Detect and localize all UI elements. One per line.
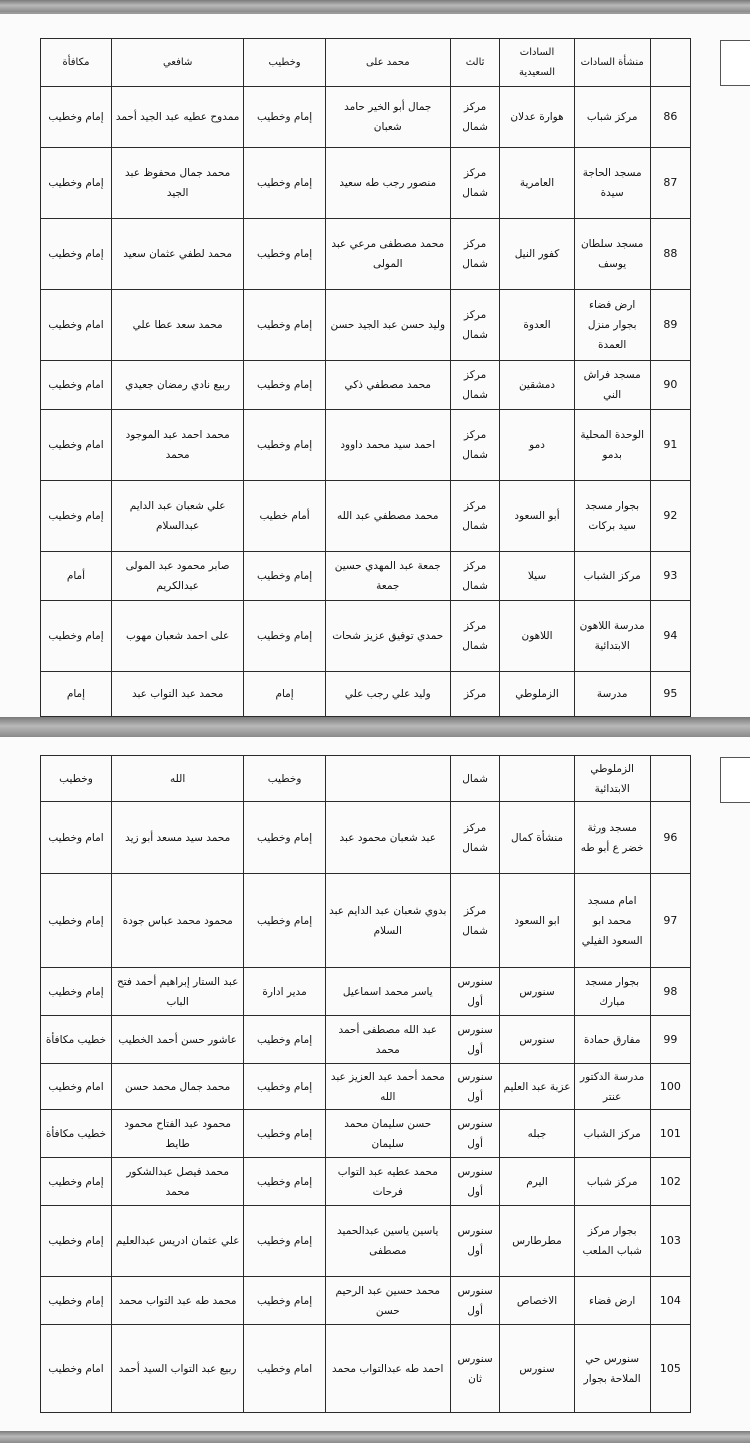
cell-name-2: محمد عبد التواب عبد xyxy=(111,672,243,717)
table-row xyxy=(41,87,691,148)
cell-place: ارض فضاء بجوار منزل العمدة xyxy=(574,290,650,361)
cell-markaz: مركز شمال xyxy=(450,219,500,290)
document-page-1 xyxy=(0,14,750,717)
cell-place: مسجد فراش الني xyxy=(574,361,650,410)
cell-markaz: مركز xyxy=(450,672,500,717)
cell-place: مسجد ورثة خضر ع أبو طه xyxy=(574,802,650,874)
cell-village: كفور النيل xyxy=(500,219,574,290)
cell-role: إمام وخطيب xyxy=(244,1206,326,1277)
cell-village: سنورس xyxy=(500,1016,574,1064)
page-separator-top xyxy=(0,0,750,12)
cell-village: عزبة عبد العليم xyxy=(500,1064,574,1110)
cell-markaz: سنورس أول xyxy=(450,968,500,1016)
cell-place: سنورس حي الملاحة بجوار xyxy=(574,1325,650,1413)
cell-place: بجوار مركز شباب الملعب xyxy=(574,1206,650,1277)
cell-name: محمد عطيه عبد التواب فرحات xyxy=(325,1158,450,1206)
cell-village: الاخصاص xyxy=(500,1277,574,1325)
cell-name-2: عاشور حسن أحمد الخطيب xyxy=(111,1016,243,1064)
cell-place: مركز شباب xyxy=(574,87,650,148)
cell-role: وخطيب xyxy=(244,756,326,802)
cell-place: الزملوطي الابتدائية xyxy=(574,756,650,802)
cell-name: محمد مصطفي عبد الله xyxy=(325,481,450,552)
cell-name-2: محمد لطفي عثمان سعيد xyxy=(111,219,243,290)
cell-role-2: أمام xyxy=(41,552,112,601)
cell-markaz: سنورس أول xyxy=(450,1158,500,1206)
cell-place: بجوار مسجد مبارك xyxy=(574,968,650,1016)
cell-name: ياسين ياسين عبدالحميد مصطفى xyxy=(325,1206,450,1277)
cell-number: 91 xyxy=(650,410,690,481)
cell-role: إمام وخطيب xyxy=(244,219,326,290)
cell-number: 89 xyxy=(650,290,690,361)
header-markaz: ثالث xyxy=(450,39,500,87)
header-name-2: شافعي xyxy=(111,39,243,87)
cell-number: 97 xyxy=(650,874,690,968)
cell-role-2: إمام وخطيب xyxy=(41,148,112,219)
cell-village: سنورس xyxy=(500,1325,574,1413)
page-tab-marker xyxy=(720,757,750,803)
cell-role-2: إمام وخطيب xyxy=(41,1158,112,1206)
header-place: منشأة السادات xyxy=(574,39,650,87)
cell-name-2: محمد سيد مسعد أبو زيد xyxy=(111,802,243,874)
cell-markaz: مركز شمال xyxy=(450,361,500,410)
cell-markaz: سنورس أول xyxy=(450,1206,500,1277)
cell-role: إمام وخطيب xyxy=(244,290,326,361)
cell-village: اليرم xyxy=(500,1158,574,1206)
cell-role-2: إمام وخطيب xyxy=(41,1277,112,1325)
cell-markaz: مركز شمال xyxy=(450,601,500,672)
cell-name-2: ربيع عبد التواب السيد أحمد xyxy=(111,1325,243,1413)
header-name: محمد على xyxy=(325,39,450,87)
table-row xyxy=(41,672,691,717)
cell-village: الزملوطي xyxy=(500,672,574,717)
table-row xyxy=(41,481,691,552)
cell-role: إمام وخطيب xyxy=(244,361,326,410)
cell-role-2: إمام وخطيب xyxy=(41,874,112,968)
cell-village: ابو السعود xyxy=(500,874,574,968)
cell-name: محمد مصطفي ذكي xyxy=(325,361,450,410)
cell-markaz: مركز شمال xyxy=(450,802,500,874)
cell-markaz: سنورس ثان xyxy=(450,1325,500,1413)
cell-name: وليد حسن عبد الجيد حسن xyxy=(325,290,450,361)
assignments-table-page-1 xyxy=(40,38,691,717)
cell-number: 88 xyxy=(650,219,690,290)
table-row xyxy=(41,968,691,1016)
cell-village: دمو xyxy=(500,410,574,481)
table-row xyxy=(41,874,691,968)
cell-number: 98 xyxy=(650,968,690,1016)
cell-number: 102 xyxy=(650,1158,690,1206)
cell-name-2: علي شعبان عبد الدايم عبدالسلام xyxy=(111,481,243,552)
cell-markaz: مركز شمال xyxy=(450,87,500,148)
cell-village: هوارة عدلان xyxy=(500,87,574,148)
cell-number xyxy=(650,756,690,802)
cell-role-2: امام وخطيب xyxy=(41,361,112,410)
cell-markaz: مركز شمال xyxy=(450,410,500,481)
cell-village: العامرية xyxy=(500,148,574,219)
cell-number: 95 xyxy=(650,672,690,717)
cell-role-2: خطيب مكافأة xyxy=(41,1110,112,1158)
cell-place: مركز شباب xyxy=(574,1158,650,1206)
cell-place: مفارق حمادة xyxy=(574,1016,650,1064)
cell-village: العدوة xyxy=(500,290,574,361)
cell-role-2: إمام وخطيب xyxy=(41,1206,112,1277)
cell-name: محمد أحمد عبد العزيز عبد الله xyxy=(325,1064,450,1110)
cell-number: 101 xyxy=(650,1110,690,1158)
cell-role: إمام وخطيب xyxy=(244,1064,326,1110)
table-row xyxy=(41,1277,691,1325)
cell-place: مسجد الحاجة سيدة xyxy=(574,148,650,219)
cell-village: مطرطارس xyxy=(500,1206,574,1277)
page-tab-marker xyxy=(720,40,750,86)
cell-number: 90 xyxy=(650,361,690,410)
table-row xyxy=(41,148,691,219)
cell-number: 99 xyxy=(650,1016,690,1064)
table-row xyxy=(41,1016,691,1064)
cell-name-2: محمد سعد عطا علي xyxy=(111,290,243,361)
cell-village: اللاهون xyxy=(500,601,574,672)
header-village: السادات السعيدية xyxy=(500,39,574,87)
cell-place: مسجد سلطان يوسف xyxy=(574,219,650,290)
cell-role: أمام خطيب xyxy=(244,481,326,552)
cell-name-2: صابر محمود عبد المولى عبدالكريم xyxy=(111,552,243,601)
page-separator-middle xyxy=(0,717,750,737)
table-row xyxy=(41,290,691,361)
cell-name-2: محمود محمد عباس جودة xyxy=(111,874,243,968)
cell-name: جمعة عبد المهدي حسين جمعة xyxy=(325,552,450,601)
cell-role: مدير ادارة xyxy=(244,968,326,1016)
cell-village: سنورس xyxy=(500,968,574,1016)
cell-role: إمام وخطيب xyxy=(244,87,326,148)
table-row xyxy=(41,1158,691,1206)
header-role: وخطيب xyxy=(244,39,326,87)
cell-place: ارض فضاء xyxy=(574,1277,650,1325)
cell-number: 87 xyxy=(650,148,690,219)
cell-role-2: إمام وخطيب xyxy=(41,481,112,552)
cell-place: مركز الشباب xyxy=(574,552,650,601)
table-row xyxy=(41,802,691,874)
cell-number: 92 xyxy=(650,481,690,552)
cell-place: مدرسة الدكتور عنتر xyxy=(574,1064,650,1110)
cell-name: محمد مصطفى مرعي عبد المولى xyxy=(325,219,450,290)
cell-name: محمد حسين عبد الرحيم حسن xyxy=(325,1277,450,1325)
cell-number: 93 xyxy=(650,552,690,601)
cell-name: عبد الله مصطفى أحمد محمد xyxy=(325,1016,450,1064)
cell-place: مدرسة اللاهون الابتدائية xyxy=(574,601,650,672)
cell-name: حسن سليمان محمد سليمان xyxy=(325,1110,450,1158)
cell-village: سيلا xyxy=(500,552,574,601)
assignments-table-page-2 xyxy=(40,755,691,1413)
cell-number: 96 xyxy=(650,802,690,874)
cell-name-2: محمد جمال محفوظ عبد الجيد xyxy=(111,148,243,219)
cell-village: جبله xyxy=(500,1110,574,1158)
cell-role-2: امام وخطيب xyxy=(41,410,112,481)
table-row xyxy=(41,1064,691,1110)
cell-markaz: مركز شمال xyxy=(450,874,500,968)
cell-role-2: امام وخطيب xyxy=(41,1064,112,1110)
table-row xyxy=(41,1325,691,1413)
cell-role: إمام وخطيب xyxy=(244,410,326,481)
cell-place: امام مسجد محمد ابو السعود الفيلي xyxy=(574,874,650,968)
cell-name-2: ممدوح عطيه عبد الجيد أحمد xyxy=(111,87,243,148)
cell-role: إمام وخطيب xyxy=(244,1110,326,1158)
cell-role: إمام وخطيب xyxy=(244,802,326,874)
cell-role-2: إمام وخطيب xyxy=(41,968,112,1016)
header-role-2: مكافأة xyxy=(41,39,112,87)
cell-name-2: علي عثمان ادريس عبدالعليم xyxy=(111,1206,243,1277)
cell-name-2: محمود عبد الفتاح محمود طايط xyxy=(111,1110,243,1158)
cell-name-2: محمد جمال محمد حسن xyxy=(111,1064,243,1110)
cell-name: بدوي شعبان عبد الدايم عبد السلام xyxy=(325,874,450,968)
table-row-continued xyxy=(41,756,691,802)
cell-name: ياسر محمد اسماعيل xyxy=(325,968,450,1016)
cell-markaz: سنورس أول xyxy=(450,1277,500,1325)
cell-name xyxy=(325,756,450,802)
cell-role: إمام وخطيب xyxy=(244,1016,326,1064)
cell-name-2: ربيع نادي رمضان جعيدي xyxy=(111,361,243,410)
cell-role-2: خطيب مكافأة xyxy=(41,1016,112,1064)
cell-role-2: إمام وخطيب xyxy=(41,87,112,148)
cell-markaz: مركز شمال xyxy=(450,552,500,601)
header-number xyxy=(650,39,690,87)
cell-markaz: مركز شمال xyxy=(450,290,500,361)
cell-markaz: مركز شمال xyxy=(450,481,500,552)
table-row xyxy=(41,219,691,290)
cell-name: جمال أبو الخير حامد شعبان xyxy=(325,87,450,148)
cell-markaz: سنورس أول xyxy=(450,1064,500,1110)
cell-name: وليد علي رجب علي xyxy=(325,672,450,717)
table-row xyxy=(41,361,691,410)
cell-name: حمدي توفيق عزيز شحات xyxy=(325,601,450,672)
document-page-2 xyxy=(0,737,750,1431)
cell-number: 104 xyxy=(650,1277,690,1325)
cell-role-2: امام وخطيب xyxy=(41,290,112,361)
cell-name: عبد شعبان محمود عبد xyxy=(325,802,450,874)
cell-markaz: سنورس أول xyxy=(450,1110,500,1158)
cell-role-2: إمام وخطيب xyxy=(41,219,112,290)
cell-village xyxy=(500,756,574,802)
table-header-row xyxy=(41,39,691,87)
cell-number: 100 xyxy=(650,1064,690,1110)
cell-markaz: مركز شمال xyxy=(450,148,500,219)
cell-name-2: محمد فيصل عبدالشكور محمد xyxy=(111,1158,243,1206)
cell-number: 103 xyxy=(650,1206,690,1277)
page-separator-bottom xyxy=(0,1431,750,1443)
cell-number: 105 xyxy=(650,1325,690,1413)
cell-role: امام وخطيب xyxy=(244,1325,326,1413)
table-row xyxy=(41,601,691,672)
cell-village: منشأة كمال xyxy=(500,802,574,874)
cell-role: إمام وخطيب xyxy=(244,601,326,672)
cell-village: أبو السعود xyxy=(500,481,574,552)
cell-name-2: محمد طه عبد التواب محمد xyxy=(111,1277,243,1325)
table-row xyxy=(41,552,691,601)
cell-name-2: على احمد شعبان مهوب xyxy=(111,601,243,672)
cell-name-2: عبد الستار إبراهيم أحمد فتح الباب xyxy=(111,968,243,1016)
cell-name: احمد سيد محمد داوود xyxy=(325,410,450,481)
cell-role-2: امام وخطيب xyxy=(41,802,112,874)
cell-role-2: إمام xyxy=(41,672,112,717)
cell-place: بجوار مسجد سيد بركات xyxy=(574,481,650,552)
table-row xyxy=(41,1110,691,1158)
cell-role: إمام وخطيب xyxy=(244,1158,326,1206)
cell-role-2: امام وخطيب xyxy=(41,1325,112,1413)
cell-place: مدرسة xyxy=(574,672,650,717)
cell-role-2: إمام وخطيب xyxy=(41,601,112,672)
table-row xyxy=(41,1206,691,1277)
cell-name: احمد طه عبدالتواب محمد xyxy=(325,1325,450,1413)
cell-role-2: وخطيب xyxy=(41,756,112,802)
cell-number: 94 xyxy=(650,601,690,672)
cell-role: إمام وخطيب xyxy=(244,552,326,601)
cell-role: إمام وخطيب xyxy=(244,874,326,968)
cell-number: 86 xyxy=(650,87,690,148)
cell-role: إمام وخطيب xyxy=(244,1277,326,1325)
cell-name: منصور رجب طه سعيد xyxy=(325,148,450,219)
cell-place: مركز الشباب xyxy=(574,1110,650,1158)
table-row xyxy=(41,410,691,481)
cell-name-2: محمد احمد عبد الموجود محمد xyxy=(111,410,243,481)
cell-name-2: الله xyxy=(111,756,243,802)
cell-village: دمشقين xyxy=(500,361,574,410)
cell-role: إمام وخطيب xyxy=(244,148,326,219)
cell-place: الوحدة المحلية بدمو xyxy=(574,410,650,481)
cell-markaz: شمال xyxy=(450,756,500,802)
cell-markaz: سنورس أول xyxy=(450,1016,500,1064)
cell-role: إمام xyxy=(244,672,326,717)
